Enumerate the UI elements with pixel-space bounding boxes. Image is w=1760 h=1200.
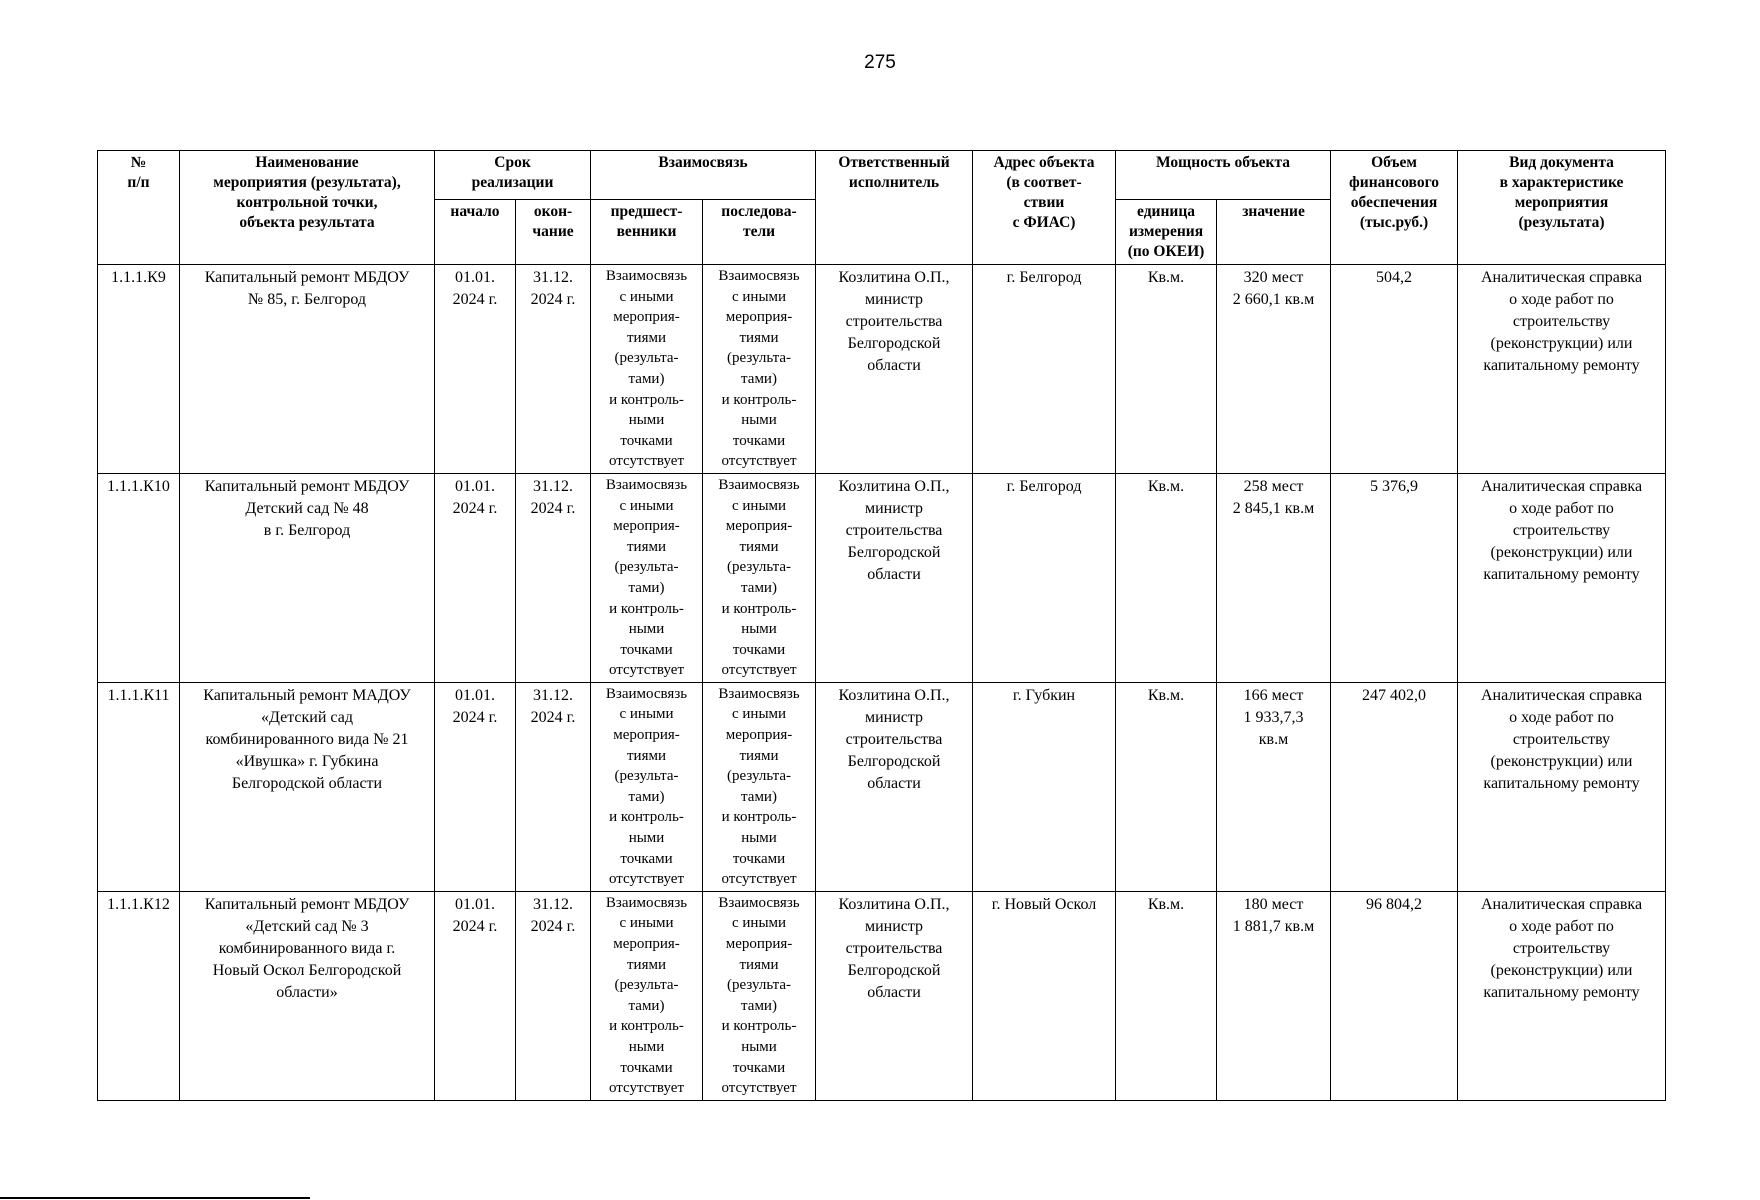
text-line: и контроль-	[609, 391, 684, 408]
text-line: 2 845,1 кв.м	[1232, 499, 1315, 517]
row-successors	[703, 891, 816, 1100]
row-end	[516, 473, 591, 682]
text-line: Козлитина О.П.,	[838, 269, 950, 286]
text-line: и контроль-	[721, 391, 797, 408]
text-line: мероприя-	[613, 309, 680, 326]
text-line: мероприятия (результата),	[213, 174, 401, 191]
row-responsible	[816, 891, 973, 1100]
text-line: и контроль-	[609, 600, 684, 617]
text-line: 258 мест	[1243, 477, 1304, 495]
text-line: тиями	[739, 538, 779, 555]
header-address	[973, 151, 1116, 265]
text-line: точками	[732, 850, 786, 867]
text-line: Взаимосвязь	[605, 685, 688, 702]
text-line: с иными	[619, 915, 674, 932]
text-line: Капитальный ремонт МАДОУ	[203, 686, 411, 704]
row-value	[1217, 265, 1331, 474]
text-line: о ходе работ по	[1509, 499, 1614, 517]
text-line: 2024 г.	[452, 917, 498, 935]
text-line: тами)	[741, 997, 777, 1014]
text-line: (результа-	[614, 977, 679, 994]
text-line: Белгородской	[847, 335, 941, 352]
activities-table	[97, 150, 1666, 1101]
text-line: Взаимосвязь	[605, 894, 688, 911]
text-line: 01.01.	[455, 269, 495, 286]
text-line: ными	[628, 412, 665, 429]
text-line: мероприятия	[1514, 194, 1609, 211]
text-line: Детский сад № 48	[245, 499, 369, 517]
text-line: 2024 г.	[530, 499, 576, 517]
text-line: Аналитическая справка	[1480, 686, 1643, 704]
text-line: с иными	[731, 288, 787, 305]
text-line: и контроль-	[721, 809, 797, 826]
text-line: и контроль-	[609, 809, 684, 826]
text-line: Аналитическая справка	[1480, 895, 1643, 913]
text-line: тами)	[628, 997, 665, 1014]
row-predecessors	[591, 473, 703, 682]
row-successors	[703, 473, 816, 682]
text-line: Наименование	[255, 154, 359, 171]
header-relation: Взаимосвязь	[591, 151, 816, 200]
text-line: тели	[742, 223, 776, 240]
text-line: точками	[620, 641, 673, 658]
text-line: 180 мест	[1243, 895, 1304, 913]
row-unit: Кв.м.	[1116, 265, 1217, 474]
text-line: (результа-	[727, 977, 791, 994]
header-volume	[1331, 151, 1458, 265]
row-start	[435, 265, 516, 474]
text-line: реализации	[471, 174, 554, 191]
row-value	[1217, 473, 1331, 682]
text-line: строительству	[1512, 521, 1611, 539]
text-line: строительства	[845, 521, 943, 539]
row-doctype	[1458, 265, 1666, 474]
text-line: министр	[864, 917, 924, 935]
text-line: точками	[732, 641, 786, 658]
page-number: 275	[864, 52, 896, 73]
text-line: ными	[628, 621, 665, 638]
text-line: отсутствует	[721, 871, 797, 888]
text-line: (результа-	[727, 768, 791, 785]
text-line: мероприя-	[613, 518, 680, 535]
text-line: Взаимосвязь	[718, 268, 800, 284]
text-line: 166 мест	[1243, 686, 1304, 704]
text-line: тиями	[739, 956, 779, 973]
text-line: мероприя-	[725, 936, 793, 952]
table-row	[98, 682, 1666, 891]
text-line: Объем	[1371, 154, 1417, 171]
text-line: Новый Оскол Белгородской	[212, 961, 402, 979]
text-line: тиями	[739, 747, 779, 764]
text-line: точками	[732, 432, 786, 449]
text-line: 2024 г.	[530, 291, 576, 308]
text-line: отсутствует	[608, 453, 685, 470]
text-line: Взаимосвязь	[605, 268, 688, 284]
text-line: министр	[864, 291, 924, 308]
header-responsible	[816, 151, 973, 265]
text-line: «Ивушка» г. Губкина	[235, 752, 379, 770]
text-line: с ФИАС)	[1012, 214, 1076, 231]
row-unit: Кв.м.	[1116, 682, 1217, 891]
text-line: Срок	[494, 154, 531, 171]
row-start	[435, 682, 516, 891]
text-line: комбинированного вида № 21	[205, 730, 409, 748]
text-line: отсутствует	[608, 662, 685, 679]
text-line: финансового	[1349, 174, 1439, 191]
text-line: с иными	[731, 497, 787, 514]
text-line: мероприя-	[613, 727, 680, 744]
text-line: №	[130, 154, 147, 171]
text-line: строительства	[845, 313, 943, 330]
text-line: ными	[628, 1038, 665, 1055]
row-name	[180, 891, 435, 1100]
row-volume: 504,2	[1331, 265, 1458, 474]
text-line: Капитальный ремонт МБДОУ	[204, 477, 410, 495]
text-line: с иными	[619, 288, 674, 305]
text-line: 31.12.	[533, 477, 573, 495]
text-line: чание	[532, 223, 574, 240]
header-capacity: Мощность объекта	[1116, 151, 1331, 200]
text-line: ствии	[1023, 194, 1065, 211]
text-line: обеспечения	[1350, 194, 1438, 211]
text-line: отсутствует	[608, 871, 685, 888]
text-line: (в соответ-	[1006, 174, 1082, 191]
text-line: ными	[741, 830, 777, 847]
text-line: и контроль-	[721, 1018, 797, 1035]
row-end	[516, 265, 591, 474]
text-line: измерения	[1128, 223, 1204, 240]
row-num: 1.1.1.К12	[98, 891, 180, 1100]
text-line: Капитальный ремонт МБДОУ	[204, 269, 410, 286]
text-line: в характеристике	[1499, 174, 1624, 191]
row-end	[516, 891, 591, 1100]
text-line: 2024 г.	[452, 291, 498, 308]
text-line: Козлитина О.П.,	[838, 895, 950, 913]
text-line: тами)	[628, 788, 665, 805]
row-predecessors	[591, 891, 703, 1100]
text-line: (реконструкции) или	[1490, 543, 1633, 561]
text-line: 2024 г.	[452, 499, 498, 517]
text-line: точками	[732, 1059, 786, 1076]
text-line: Белгородской области	[231, 774, 383, 792]
text-line: строительству	[1512, 313, 1611, 330]
header-doctype	[1458, 151, 1666, 265]
table-row	[98, 473, 1666, 682]
text-line: 01.01.	[455, 686, 495, 704]
text-line: «Детский сад № 3	[245, 917, 369, 935]
text-line: тами)	[741, 579, 777, 596]
text-line: (результа-	[614, 350, 679, 367]
text-line: области	[867, 565, 921, 583]
text-line: (реконструкции) или	[1490, 335, 1633, 352]
text-line: строительства	[845, 730, 943, 748]
text-line: предшест-	[610, 203, 683, 220]
row-start	[435, 473, 516, 682]
row-address: г. Белгород	[973, 473, 1116, 682]
text-line: ными	[628, 830, 665, 847]
text-line: Аналитическая справка	[1480, 269, 1643, 286]
row-name	[180, 265, 435, 474]
text-line: 01.01.	[455, 895, 495, 913]
text-line: с иными	[731, 915, 787, 932]
text-line: с иными	[731, 706, 787, 723]
text-line: строительству	[1512, 939, 1611, 957]
text-line: 2 660,1 кв.м	[1232, 291, 1315, 308]
text-line: Взаимосвязь	[718, 894, 800, 911]
text-line: тиями	[627, 538, 667, 555]
text-line: (реконструкции) или	[1490, 752, 1633, 770]
text-line: 31.12.	[533, 895, 573, 913]
text-line: (результа-	[614, 768, 679, 785]
text-line: капитальному ремонту	[1483, 565, 1640, 583]
text-line: 01.01.	[455, 477, 495, 495]
text-line: 2024 г.	[452, 708, 498, 726]
row-value	[1217, 891, 1331, 1100]
text-line: строительству	[1512, 730, 1611, 748]
header-relation-predecessors	[591, 200, 703, 265]
text-line: Аналитическая справка	[1480, 477, 1643, 495]
text-line: п/п	[127, 174, 150, 191]
text-line: области	[867, 357, 921, 374]
text-line: (по ОКЕИ)	[1127, 243, 1205, 260]
footer-rule	[0, 1197, 310, 1199]
text-line: Взаимосвязь	[718, 685, 800, 702]
text-line: Козлитина О.П.,	[838, 477, 950, 495]
text-line: строительства	[845, 939, 943, 957]
text-line: о ходе работ по	[1509, 291, 1614, 308]
text-line: отсутствует	[721, 453, 797, 470]
text-line: тиями	[627, 329, 667, 346]
text-line: министр	[864, 499, 924, 517]
text-line: венники	[616, 223, 677, 240]
text-line: о ходе работ по	[1509, 917, 1614, 935]
text-line: тами)	[628, 370, 665, 387]
text-line: объекта результата	[239, 214, 375, 231]
text-line: (результа-	[727, 559, 791, 576]
text-line: и контроль-	[609, 1018, 684, 1035]
text-line: мероприя-	[725, 309, 793, 326]
row-volume: 5 376,9	[1331, 473, 1458, 682]
text-line: последова-	[721, 203, 797, 220]
text-line: капитальному ремонту	[1483, 357, 1640, 374]
row-address: г. Белгород	[973, 265, 1116, 474]
text-line: тиями	[739, 329, 779, 346]
text-line: ными	[741, 621, 777, 638]
text-line: окон-	[533, 203, 573, 220]
row-end	[516, 682, 591, 891]
table-row	[98, 891, 1666, 1100]
text-line: (результа-	[727, 350, 791, 367]
text-line: отсутствует	[721, 1080, 797, 1097]
header-term-end	[516, 200, 591, 265]
text-line: тами)	[741, 370, 777, 387]
row-name	[180, 473, 435, 682]
text-line: (результа-	[614, 559, 679, 576]
text-line: точками	[620, 432, 673, 449]
text-line: капитальному ремонту	[1483, 983, 1640, 1001]
text-line: тами)	[628, 579, 665, 596]
row-responsible	[816, 682, 973, 891]
text-line: отсутствует	[608, 1080, 685, 1097]
header-name	[180, 151, 435, 265]
text-line: (тыс.руб.)	[1359, 214, 1429, 231]
text-line: капитальному ремонту	[1483, 774, 1640, 792]
text-line: Белгородской	[847, 543, 941, 561]
row-name	[180, 682, 435, 891]
text-line: комбинированного вида г.	[218, 939, 396, 957]
row-doctype	[1458, 891, 1666, 1100]
text-line: точками	[620, 1059, 673, 1076]
row-volume: 247 402,0	[1331, 682, 1458, 891]
text-line: (результата)	[1518, 214, 1605, 231]
row-doctype	[1458, 682, 1666, 891]
text-line: Белгородской	[847, 961, 941, 979]
header-relation-successors	[703, 200, 816, 265]
header-capacity-unit	[1116, 200, 1217, 265]
text-line: 1 933,7,3	[1243, 708, 1304, 726]
header-term	[435, 151, 591, 200]
row-start	[435, 891, 516, 1100]
text-line: 1 881,7 кв.м	[1232, 917, 1315, 935]
table-row	[98, 265, 1666, 474]
text-line: ными	[741, 1038, 777, 1055]
text-line: Ответственный	[838, 154, 950, 171]
row-address: г. Новый Оскол	[973, 891, 1116, 1100]
text-line: тиями	[627, 956, 667, 973]
text-line: тиями	[627, 747, 667, 764]
row-responsible	[816, 473, 973, 682]
text-line: отсутствует	[721, 662, 797, 679]
row-volume: 96 804,2	[1331, 891, 1458, 1100]
text-line: с иными	[619, 706, 674, 723]
text-line: министр	[864, 708, 924, 726]
text-line: 2024 г.	[530, 708, 576, 726]
text-line: (реконструкции) или	[1490, 961, 1633, 979]
text-line: области»	[276, 983, 338, 1001]
text-line: 2024 г.	[530, 917, 576, 935]
row-successors	[703, 265, 816, 474]
text-line: Взаимосвязь	[605, 476, 688, 493]
row-unit: Кв.м.	[1116, 473, 1217, 682]
text-line: тами)	[741, 788, 777, 805]
text-line: исполнитель	[848, 174, 940, 191]
row-address: г. Губкин	[973, 682, 1116, 891]
text-line: контрольной точки,	[236, 194, 378, 211]
text-line: 31.12.	[533, 686, 573, 704]
text-line: 31.12.	[533, 269, 573, 286]
row-value	[1217, 682, 1331, 891]
row-successors	[703, 682, 816, 891]
row-num: 1.1.1.К10	[98, 473, 180, 682]
text-line: № 85, г. Белгород	[247, 291, 367, 308]
text-line: мероприя-	[725, 518, 793, 535]
text-line: Вид документа	[1509, 154, 1614, 171]
text-line: с иными	[619, 497, 674, 514]
row-predecessors	[591, 682, 703, 891]
row-unit: Кв.м.	[1116, 891, 1217, 1100]
text-line: мероприя-	[725, 727, 793, 744]
text-line: Капитальный ремонт МБДОУ	[204, 895, 410, 913]
text-line: «Детский сад	[261, 708, 353, 726]
header-num	[98, 151, 180, 265]
header-capacity-value: значение	[1217, 200, 1331, 265]
text-line: Адрес объекта	[993, 154, 1095, 171]
text-line: Козлитина О.П.,	[838, 686, 950, 704]
text-line: 320 мест	[1243, 269, 1304, 286]
row-responsible	[816, 265, 973, 474]
text-line: области	[867, 774, 921, 792]
text-line: о ходе работ по	[1509, 708, 1614, 726]
text-line: кв.м	[1258, 730, 1289, 748]
row-num: 1.1.1.К9	[98, 265, 180, 474]
text-line: точками	[620, 850, 673, 867]
text-line: ными	[741, 412, 777, 429]
text-line: единица	[1137, 203, 1196, 220]
text-line: области	[867, 983, 921, 1001]
row-doctype	[1458, 473, 1666, 682]
text-line: Взаимосвязь	[718, 476, 800, 493]
row-predecessors	[591, 265, 703, 474]
text-line: мероприя-	[613, 936, 680, 952]
row-num: 1.1.1.К11	[98, 682, 180, 891]
text-line: в г. Белгород	[263, 521, 351, 539]
header-term-start: начало	[435, 200, 516, 265]
text-line: Белгородской	[847, 752, 941, 770]
text-line: и контроль-	[721, 600, 797, 617]
